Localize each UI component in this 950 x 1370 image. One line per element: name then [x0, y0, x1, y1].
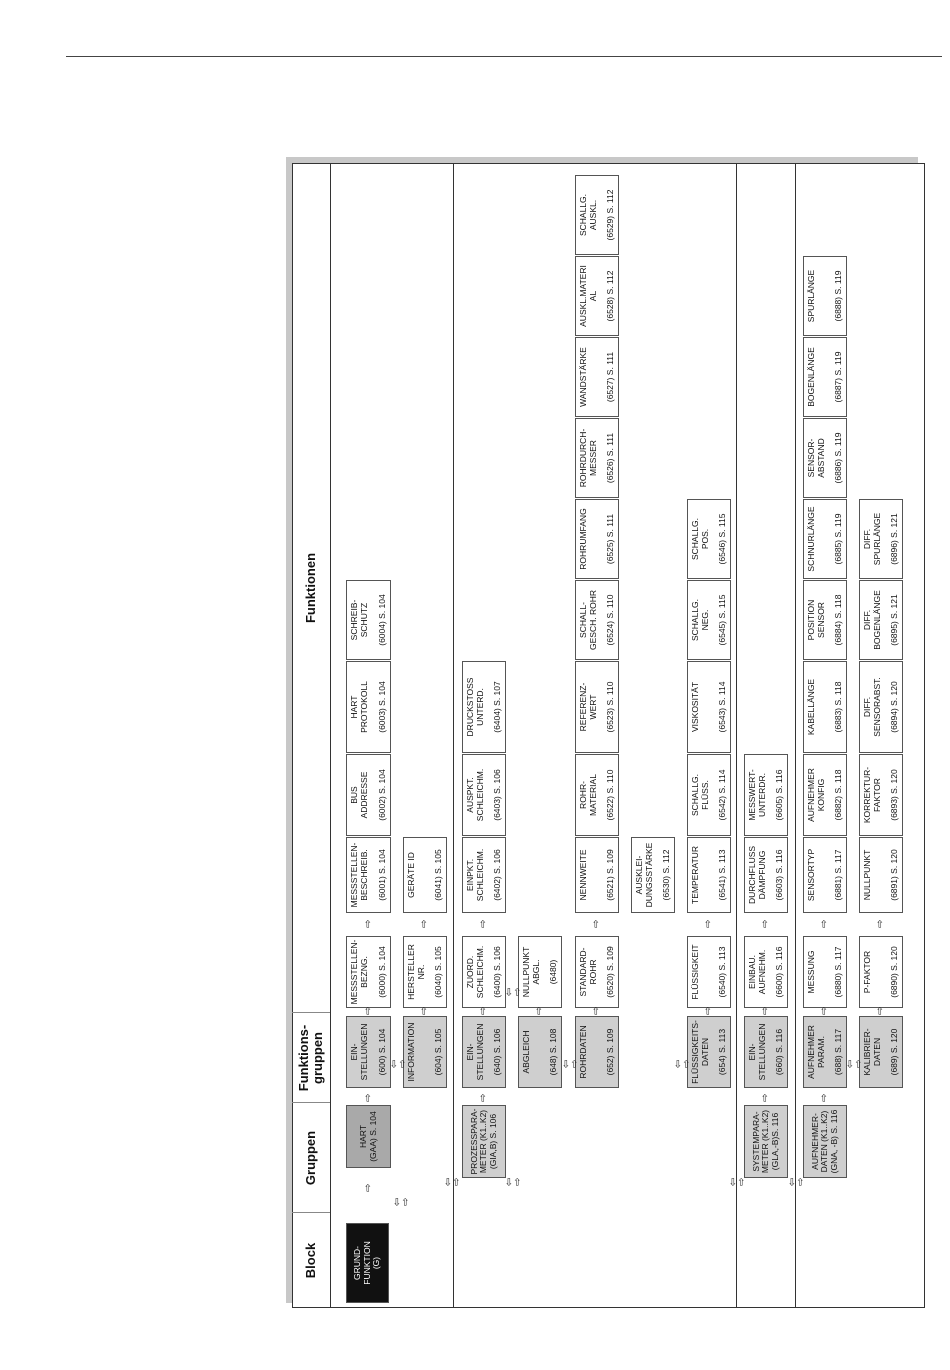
fgroup-ref: (688) S. 117: [832, 1028, 843, 1076]
function-name: SENSOR- ABSTAND: [806, 438, 826, 478]
fgroup-kalibrierdaten-689[interactable]: [859, 1016, 903, 1088]
arrow-right-icon: ⇨: [819, 919, 830, 928]
function-6881[interactable]: [803, 837, 847, 913]
arrow-right-icon: ⇨: [875, 919, 886, 928]
function-ref: (6886) S. 119: [832, 432, 843, 484]
function-matrix: [292, 163, 925, 1308]
function-6541[interactable]: [687, 837, 731, 913]
column-separator: [292, 1212, 330, 1213]
function-ref: (6546) S. 115: [716, 513, 727, 565]
function-name: MESSSTELLEN- BESCHREIB.: [349, 842, 369, 908]
function-ref: (6404) S. 107: [491, 681, 502, 733]
arrow-right-icon: ⇨: [760, 1093, 771, 1102]
function-name: MESSUNG: [806, 950, 816, 994]
function-name: BUS ADDRESSE: [349, 771, 369, 819]
function-name: EINPKT. SCHLEICHM.: [465, 848, 485, 902]
function-name: SCHREIB- SCHUTZ: [349, 599, 369, 641]
header-funktionsgruppen: Funktions- gruppen: [296, 1024, 325, 1092]
fgroup-name: AUFNEHMER PARAM.: [806, 1025, 826, 1079]
function-6400[interactable]: [462, 936, 506, 1008]
header-separator: [330, 163, 331, 1308]
function-name: AUSKL.MATERI AL: [578, 265, 598, 327]
arrow-right-icon: ⇨: [419, 919, 430, 928]
fgroup-ref: (654) S. 113: [716, 1028, 727, 1076]
header-gruppen: Gruppen: [303, 1130, 318, 1186]
arrow-right-icon: ⇨: [363, 1093, 374, 1102]
function-ref: (6041) S. 105: [432, 849, 443, 901]
function-name: SCHNURLÄNGE: [806, 506, 816, 572]
function-6520[interactable]: [575, 936, 619, 1008]
function-name: AUFNEHMER KONFIG: [806, 768, 826, 822]
function-ref: (6530) S. 112: [660, 849, 671, 901]
group-label: HART (GAA) S. 104: [358, 1111, 378, 1162]
function-ref: (6523) S. 110: [604, 681, 615, 733]
function-name: AUSPKT. SCHLEICHM.: [465, 768, 485, 822]
function-name: FLÜSSIGKEIT: [690, 944, 700, 1000]
function-ref: (6521) S. 109: [604, 849, 615, 901]
fgroup-name: ROHRDATEN: [578, 1025, 588, 1079]
fgroup-rohrdaten-652[interactable]: [575, 1016, 619, 1088]
group-hart[interactable]: [346, 1105, 391, 1168]
function-name: SENSORTYP: [806, 848, 816, 902]
arrow-right-icon: ⇨: [819, 1093, 830, 1102]
fgroup-einstellungen-640[interactable]: [462, 1016, 506, 1088]
header-rule: [66, 56, 942, 57]
function-6600[interactable]: [744, 936, 788, 1008]
function-ref: (6605) S. 116: [773, 769, 784, 821]
function-6886[interactable]: [803, 418, 847, 498]
arrow-down-up-icon: ⇩⇧: [389, 1059, 407, 1071]
arrow-down-up-icon: ⇩⇧: [561, 1059, 579, 1071]
function-name: SPURLÄNGE: [806, 269, 816, 323]
group-label: PROZESSPARA- METER (K1..K2) (GIA,B) S. 106: [468, 1108, 498, 1175]
arrow-right-icon: ⇨: [419, 1006, 430, 1015]
function-6884[interactable]: [803, 580, 847, 660]
arrow-right-icon: ⇨: [703, 919, 714, 928]
function-6883[interactable]: [803, 661, 847, 753]
block-label: GRUND- FUNKTION (G): [352, 1241, 382, 1285]
function-6543[interactable]: [687, 661, 731, 753]
function-6887[interactable]: [803, 337, 847, 417]
fgroup-ref: (604) S. 105: [432, 1028, 443, 1076]
function-6542[interactable]: [687, 754, 731, 836]
function-name: KABELLÄNGE: [806, 678, 816, 736]
function-ref: (6883) S. 118: [832, 681, 843, 733]
section-separator: [795, 163, 796, 1308]
function-6521[interactable]: [575, 837, 619, 913]
group-aufnehmerdaten[interactable]: [803, 1105, 847, 1178]
function-name: DIFF. BOGENLÄNGE: [862, 590, 882, 650]
arrow-right-icon: ⇨: [760, 1006, 771, 1015]
arrow-right-icon: ⇨: [534, 1006, 545, 1015]
block-grundfunktion[interactable]: [346, 1223, 389, 1303]
function-name: BOGENLÄNGE: [806, 347, 816, 407]
function-name: VISKOSITÄT: [690, 681, 700, 733]
fgroup-ref: (660) S. 116: [773, 1028, 784, 1076]
function-6605[interactable]: [744, 754, 788, 836]
function-ref: (6527) S. 111: [604, 351, 615, 403]
arrow-right-icon: ⇨: [363, 1183, 374, 1192]
function-6524[interactable]: [575, 580, 619, 660]
function-6480[interactable]: [518, 936, 562, 1008]
function-6895[interactable]: [859, 580, 903, 660]
arrow-down-up-icon: ⇩⇧: [673, 1059, 691, 1071]
column-separator: [292, 1012, 330, 1013]
group-prozessparameter[interactable]: [462, 1105, 506, 1178]
function-name: SCHALLG. FLÜSS.: [690, 773, 710, 817]
arrow-right-icon: ⇨: [363, 1006, 374, 1015]
arrow-down-up-icon: ⇩⇧: [443, 1177, 461, 1189]
function-ref: (6403) S. 106: [491, 769, 502, 821]
fgroup-name: KALIBRIER- DATEN: [862, 1028, 882, 1076]
function-name: DRUCKSTOSS UNTERD.: [465, 677, 485, 737]
arrow-right-icon: ⇨: [760, 919, 771, 928]
fgroup-einstellungen-600[interactable]: [346, 1016, 391, 1088]
function-6885[interactable]: [803, 499, 847, 579]
function-name: DIFF. SPURLÄNGE: [862, 512, 882, 566]
function-ref: (6002) S. 104: [376, 769, 387, 821]
function-ref: (6400) S. 106: [491, 946, 502, 998]
fgroup-name: EIN- STELLUNGEN: [349, 1023, 369, 1081]
fgroup-ref: (600) S. 104: [376, 1028, 387, 1076]
function-6004[interactable]: [346, 580, 391, 660]
function-6888[interactable]: [803, 256, 847, 336]
function-ref: (6890) S. 120: [888, 946, 899, 998]
fgroup-name: EIN- STELLUNGEN: [465, 1023, 485, 1081]
function-name: SCHALLG. POS.: [690, 517, 710, 561]
function-6000[interactable]: [346, 936, 391, 1008]
fgroup-aufnehmer-param-688[interactable]: [803, 1016, 847, 1088]
function-name: WANDSTÄRKE: [578, 347, 588, 407]
function-ref: (6600) S. 116: [773, 946, 784, 998]
function-6003[interactable]: [346, 661, 391, 753]
function-6525[interactable]: [575, 499, 619, 579]
fgroup-name: FLÜSSIGKEITS- DATEN: [690, 1020, 710, 1084]
function-ref: (6896) S. 121: [888, 513, 899, 565]
arrow-down-up-icon: ⇩⇧: [845, 1059, 863, 1071]
function-name: DIFF. SENSORABST.: [862, 677, 882, 737]
function-ref: (6541) S. 113: [716, 849, 727, 901]
function-name: ROHR- MATERIAL: [578, 774, 598, 816]
function-ref: (6003) S. 104: [376, 681, 387, 733]
function-ref: (6881) S. 117: [832, 849, 843, 901]
function-ref: (6880) S. 117: [832, 946, 843, 998]
function-ref: (6528) S. 112: [604, 270, 615, 322]
arrow-down-up-icon: ⇩⇧: [504, 987, 522, 999]
function-name: AUSKLEI- DUNGSSTÄRKE: [634, 842, 654, 908]
arrow-right-icon: ⇨: [819, 1006, 830, 1015]
section-separator: [736, 163, 737, 1308]
function-ref: (6891) S. 120: [888, 849, 899, 901]
function-name: POSITION SENSOR: [806, 599, 826, 641]
arrow-right-icon: ⇨: [703, 1006, 714, 1015]
arrow-right-icon: ⇨: [478, 1093, 489, 1102]
function-ref: (6040) S. 105: [432, 946, 443, 998]
function-name: DURCHFLUSS DÄMPFUNG: [747, 845, 767, 905]
function-6603[interactable]: [744, 837, 788, 913]
fgroup-name: INFORMATION: [406, 1022, 416, 1082]
function-name: HART PROTOKOLL: [349, 681, 369, 733]
function-name: STANDARD- ROHR: [578, 947, 598, 997]
function-name: EINBAU. AUFNEHM.: [747, 949, 767, 995]
function-6402[interactable]: [462, 837, 506, 913]
function-ref: (6402) S. 106: [491, 849, 502, 901]
function-6545[interactable]: [687, 580, 731, 660]
function-6404[interactable]: [462, 661, 506, 753]
function-name: NULLPUNKT: [862, 849, 872, 901]
function-name: ROHRUMFANG: [578, 508, 588, 570]
fgroup-abgleich-648[interactable]: [518, 1016, 562, 1088]
fgroup-name: EIN- STELLUNGEN: [747, 1023, 767, 1081]
function-6041[interactable]: [403, 837, 447, 913]
function-6528[interactable]: [575, 256, 619, 336]
function-6040[interactable]: [403, 936, 447, 1008]
header-block: Block: [303, 1242, 318, 1279]
function-6546[interactable]: [687, 499, 731, 579]
function-6894[interactable]: [859, 661, 903, 753]
arrow-right-icon: ⇨: [478, 919, 489, 928]
function-6526[interactable]: [575, 418, 619, 498]
arrow-down-up-icon: ⇩⇧: [787, 1177, 805, 1189]
function-ref: (6545) S. 115: [716, 594, 727, 646]
function-name: ROHRDURCH- MESSER: [578, 428, 598, 488]
function-ref: (6480): [547, 959, 558, 985]
function-name: NULLPUNKT ABGL.: [521, 946, 541, 998]
fgroup-ref: (652) S. 109: [604, 1028, 615, 1076]
function-ref: (6884) S. 118: [832, 594, 843, 646]
group-label: AUFNEHMER- DATEN (K1..K2) (GNA, -B) S. 116: [809, 1109, 839, 1174]
fgroup-ref: (689) S. 120: [888, 1028, 899, 1076]
function-6890[interactable]: [859, 936, 903, 1008]
function-6880[interactable]: [803, 936, 847, 1008]
function-6403[interactable]: [462, 754, 506, 836]
function-6001[interactable]: [346, 837, 391, 913]
function-ref: (6603) S. 116: [773, 849, 784, 901]
function-6896[interactable]: [859, 499, 903, 579]
function-ref: (6882) S. 118: [832, 769, 843, 821]
fgroup-information-604[interactable]: [403, 1016, 447, 1088]
function-ref: (6540) S. 113: [716, 946, 727, 998]
arrow-right-icon: ⇨: [478, 1006, 489, 1015]
function-ref: (6887) S. 119: [832, 351, 843, 403]
function-6002[interactable]: [346, 754, 391, 836]
function-name: MESSSTELLEN- BEZNG.: [349, 939, 369, 1005]
arrow-right-icon: ⇨: [591, 919, 602, 928]
arrow-down-up-icon: ⇩⇧: [392, 1197, 410, 1209]
function-ref: (6000) S. 104: [376, 946, 387, 998]
function-name: SCHALLG. AUSKL.: [578, 193, 598, 237]
function-6522[interactable]: [575, 754, 619, 836]
group-systemparameter[interactable]: [744, 1105, 788, 1178]
function-ref: (6895) S. 121: [888, 594, 899, 646]
function-name: KORREKTUR- FAKTOR: [862, 766, 882, 824]
function-ref: (6520) S. 109: [604, 946, 615, 998]
fgroup-ref: (648) S. 108: [547, 1028, 558, 1076]
function-ref: (6522) S. 110: [604, 769, 615, 821]
function-name: NENNWEITE: [578, 849, 588, 901]
function-ref: (6888) S. 119: [832, 270, 843, 322]
function-ref: (6001) S. 104: [376, 849, 387, 901]
arrow-down-up-icon: ⇩⇧: [504, 1177, 522, 1189]
fgroup-ref: (640) S. 106: [491, 1028, 502, 1076]
function-ref: (6893) S. 120: [888, 769, 899, 821]
function-6529[interactable]: [575, 175, 619, 255]
function-ref: (6524) S. 110: [604, 594, 615, 646]
function-name: P-FAKTOR: [862, 950, 872, 994]
group-label: SYSTEMPARA- METER (K1..K2) (GLA,-B)S. 116: [750, 1109, 780, 1174]
function-6530[interactable]: [631, 837, 675, 913]
function-ref: (6543) S. 114: [716, 681, 727, 733]
function-name: HERSTELLER NR.: [406, 944, 426, 1000]
arrow-right-icon: ⇨: [363, 919, 374, 928]
function-6523[interactable]: [575, 661, 619, 753]
function-name: REFERENZ- WERT: [578, 682, 598, 732]
fgroup-fluessigkeitsdaten-654[interactable]: [687, 1016, 731, 1088]
fgroup-name: ABGLEICH: [521, 1030, 531, 1074]
arrow-right-icon: ⇨: [591, 1006, 602, 1015]
function-name: MESSWERT- UNTERDR.: [747, 769, 767, 821]
function-ref: (6526) S. 111: [604, 432, 615, 484]
arrow-right-icon: ⇨: [875, 1006, 886, 1015]
function-6891[interactable]: [859, 837, 903, 913]
function-name: ZUORD. SCHLEICHM.: [465, 945, 485, 999]
column-separator: [292, 1102, 330, 1103]
function-name: GERÄTE ID: [406, 852, 416, 898]
header-funktionen: Funktionen: [303, 552, 318, 624]
arrow-down-up-icon: ⇩⇧: [728, 1177, 746, 1189]
function-name: SCHALLG. NEG.: [690, 598, 710, 642]
function-ref: (6525) S. 111: [604, 513, 615, 565]
function-6527[interactable]: [575, 337, 619, 417]
function-name: TEMPERATUR: [690, 846, 700, 904]
function-6893[interactable]: [859, 754, 903, 836]
function-ref: (6885) S. 119: [832, 513, 843, 565]
function-name: SCHALL- GESCH. ROHR: [578, 590, 598, 650]
function-6540[interactable]: [687, 936, 731, 1008]
function-ref: (6894) S. 120: [888, 681, 899, 733]
section-separator: [453, 163, 454, 1308]
function-6882[interactable]: [803, 754, 847, 836]
function-ref: (6529) S. 112: [604, 189, 615, 241]
function-ref: (6542) S. 114: [716, 769, 727, 821]
function-ref: (6004) S. 104: [376, 594, 387, 646]
fgroup-einstellungen-660[interactable]: [744, 1016, 788, 1088]
